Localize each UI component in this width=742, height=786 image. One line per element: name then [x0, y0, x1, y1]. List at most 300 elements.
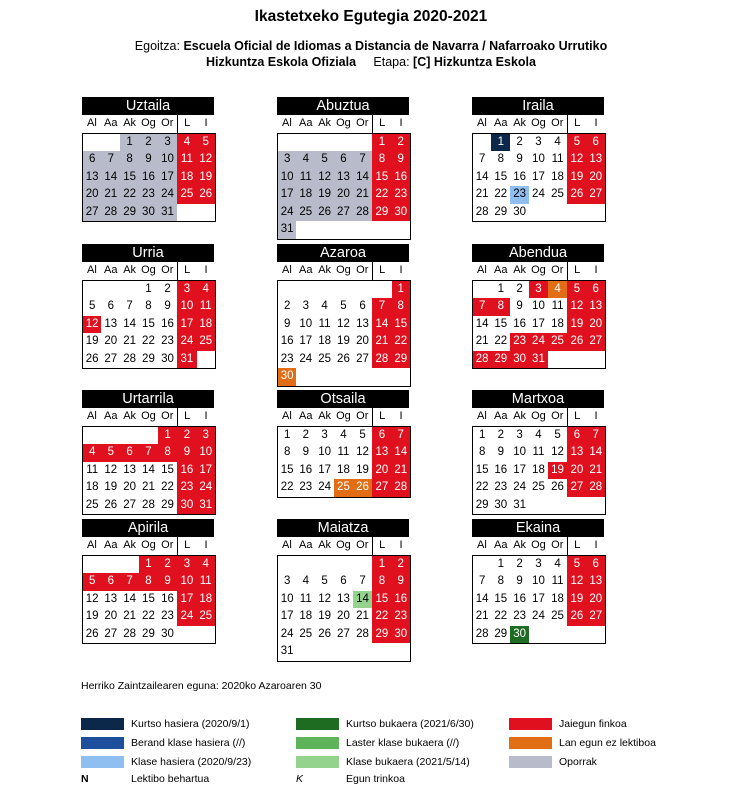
day-cell: 31	[278, 221, 297, 239]
day-cell: 20	[356, 335, 369, 347]
day-cell: 30	[491, 497, 510, 515]
day-cell: 16	[513, 317, 526, 330]
day-cell: 7	[101, 151, 120, 169]
legend-label: Lan egun ez lektiboa	[559, 737, 656, 749]
day-cell: 14	[353, 169, 372, 187]
day-cell: 10	[532, 300, 545, 312]
legend-label: Oporrak	[559, 756, 597, 768]
day-cell: 2	[278, 298, 297, 316]
day-cell: 10	[318, 446, 331, 458]
day-cell: 10	[158, 151, 177, 169]
local-holiday-note: Herriko Zaintzailearen eguna: 2020ko Azaroaren 30	[81, 680, 322, 692]
day-cell: 15	[278, 462, 297, 480]
day-cell: 20	[587, 316, 606, 334]
day-cell: 2	[139, 133, 158, 151]
weekday-header: L	[567, 408, 586, 426]
weekday-header: Og	[529, 408, 548, 426]
day-cell: 15	[142, 592, 155, 605]
day-cell: 31	[197, 497, 216, 515]
day-cell: 20	[567, 462, 586, 480]
legend-label: Egun trinkoa	[346, 773, 405, 785]
month-name: Urria	[82, 244, 214, 262]
day-cell: 17	[532, 170, 545, 183]
day-cell: 24	[532, 188, 545, 200]
weekday-header: L	[567, 537, 586, 555]
empty-cell	[334, 368, 353, 386]
day-cell: 16	[513, 592, 526, 605]
day-cell: 20	[104, 610, 118, 622]
day-cell: 24	[278, 204, 297, 222]
day-cell: 4	[554, 135, 561, 148]
day-cell: 1	[145, 282, 152, 295]
day-cell: 10	[177, 573, 196, 591]
day-cell: 14	[101, 169, 120, 187]
month-name: Apirila	[82, 519, 214, 537]
day-cell: 17	[513, 463, 526, 476]
day-cell: 17	[318, 463, 331, 476]
day-cell: 1	[120, 133, 139, 151]
day-cell: 9	[516, 153, 523, 165]
day-cell: 12	[104, 463, 118, 476]
day-cell: 13	[567, 444, 586, 462]
day-cell: 26	[551, 481, 564, 493]
day-cell: 24	[278, 626, 297, 644]
empty-cell	[567, 497, 586, 515]
weekday-header: Or	[158, 537, 177, 555]
weekday-header: I	[587, 115, 606, 133]
weekday-header: Aa	[296, 408, 315, 426]
weekday-header: L	[177, 408, 196, 426]
day-cell: 27	[587, 186, 606, 204]
day-cell: 20	[587, 169, 606, 187]
day-cell: 16	[513, 170, 526, 183]
month-grid	[82, 537, 216, 644]
day-cell: 21	[473, 333, 492, 351]
day-cell: 27	[101, 351, 120, 369]
day-cell: 22	[161, 481, 174, 493]
empty-cell	[334, 221, 353, 239]
empty-cell	[139, 426, 158, 444]
day-cell: 11	[337, 446, 350, 458]
day-cell: 10	[513, 446, 526, 458]
day-cell: 1	[392, 280, 411, 298]
day-cell: 29	[120, 204, 139, 222]
day-cell: 13	[587, 298, 606, 316]
weekday-header: Og	[334, 115, 353, 133]
weekday-header: L	[177, 115, 196, 133]
day-cell: 31	[529, 351, 548, 369]
day-cell: 14	[473, 316, 492, 334]
day-cell: 4	[548, 280, 567, 298]
day-cell: 31	[177, 351, 196, 369]
weekday-header: Or	[548, 115, 567, 133]
day-cell: 29	[372, 204, 391, 222]
day-cell: 24	[158, 186, 177, 204]
day-cell: 26	[318, 627, 331, 640]
day-cell: 5	[83, 573, 102, 591]
legend-label: Klase bukaera (2021/5/14)	[346, 756, 470, 768]
day-cell: 18	[83, 479, 102, 497]
weekday-header: Ak	[510, 537, 529, 555]
month-azaroa	[277, 244, 409, 387]
day-cell: 21	[123, 335, 136, 347]
empty-cell	[101, 555, 120, 573]
day-cell: 3	[158, 133, 177, 151]
weekday-header: Or	[548, 262, 567, 280]
day-cell: 4	[296, 151, 315, 169]
day-cell: 26	[567, 186, 586, 204]
day-cell: 29	[372, 626, 391, 644]
day-cell: 4	[197, 280, 216, 298]
day-cell: 13	[372, 444, 391, 462]
school-name-2: Hizkuntza Eskola Ofiziala	[206, 55, 357, 69]
day-cell: 6	[101, 573, 120, 591]
stage-label: Etapa:	[373, 55, 410, 69]
empty-cell	[392, 221, 411, 239]
day-cell: 12	[197, 151, 216, 169]
empty-cell	[353, 133, 372, 151]
day-cell: 15	[494, 170, 508, 183]
day-cell: 22	[473, 479, 492, 497]
day-cell: 5	[554, 428, 561, 441]
day-cell: 12	[567, 573, 586, 591]
day-cell: 6	[587, 133, 606, 151]
day-cell: 21	[473, 608, 492, 626]
month-grid	[82, 262, 216, 369]
day-cell: 19	[337, 335, 350, 347]
day-cell: 2	[177, 426, 196, 444]
day-cell: 4	[321, 300, 328, 312]
legend-symbol: K	[296, 773, 304, 785]
empty-cell	[473, 280, 492, 298]
day-cell: 26	[337, 352, 350, 365]
day-cell: 28	[353, 204, 372, 222]
day-cell: 1	[491, 133, 510, 151]
day-cell: 19	[548, 462, 567, 480]
weekday-header: Ak	[120, 408, 139, 426]
month-grid	[472, 262, 606, 369]
day-cell: 10	[278, 169, 297, 187]
day-cell: 8	[392, 298, 411, 316]
empty-cell	[587, 351, 606, 369]
legend-symbol: N	[81, 773, 89, 785]
empty-cell	[278, 280, 297, 298]
day-cell: 8	[497, 153, 504, 165]
day-cell: 27	[120, 497, 139, 515]
day-cell: 16	[494, 463, 508, 476]
empty-cell	[587, 497, 606, 515]
day-cell: 5	[101, 444, 120, 462]
day-cell: 4	[535, 428, 542, 441]
day-cell: 1	[497, 557, 504, 570]
day-cell: 19	[315, 186, 334, 204]
day-cell: 5	[321, 575, 328, 587]
weekday-header: I	[197, 408, 216, 426]
day-cell: 23	[510, 333, 529, 351]
empty-cell	[392, 368, 411, 386]
empty-cell	[296, 643, 315, 661]
day-cell: 9	[516, 575, 523, 587]
day-cell: 3	[278, 573, 297, 591]
day-cell: 9	[139, 151, 158, 169]
day-cell: 17	[278, 186, 297, 204]
day-cell: 18	[197, 591, 216, 609]
day-cell: 26	[353, 479, 372, 497]
empty-cell	[473, 555, 492, 573]
day-cell: 5	[567, 555, 586, 573]
day-cell: 10	[197, 444, 216, 462]
day-cell: 20	[372, 462, 391, 480]
empty-cell	[353, 280, 372, 298]
day-cell: 22	[372, 186, 391, 204]
day-cell: 18	[197, 316, 216, 334]
day-cell: 6	[372, 426, 391, 444]
weekday-header: Aa	[101, 408, 120, 426]
weekday-header: Aa	[491, 408, 510, 426]
empty-cell	[197, 626, 216, 644]
day-cell: 6	[587, 555, 606, 573]
weekday-header: Or	[353, 408, 372, 426]
day-cell: 29	[158, 497, 177, 515]
day-cell: 18	[318, 335, 331, 347]
day-cell: 16	[139, 169, 158, 187]
day-cell: 14	[473, 591, 492, 609]
day-cell: 9	[497, 446, 504, 458]
day-cell: 20	[587, 591, 606, 609]
day-cell: 12	[83, 591, 102, 609]
day-cell: 18	[296, 186, 315, 204]
day-cell: 5	[197, 133, 216, 151]
day-cell: 23	[161, 335, 174, 347]
day-cell: 25	[551, 188, 564, 200]
subtitle-line-1	[0, 39, 742, 53]
day-cell: 21	[142, 481, 155, 493]
day-cell: 15	[494, 317, 508, 330]
day-cell: 7	[392, 426, 411, 444]
empty-cell	[83, 426, 102, 444]
day-cell: 9	[177, 444, 196, 462]
day-cell: 21	[392, 462, 411, 480]
weekday-header: Aa	[296, 115, 315, 133]
legend-label: Berand klase hasiera (//)	[131, 737, 246, 749]
day-cell: 22	[142, 610, 155, 622]
day-cell: 8	[278, 444, 297, 462]
weekday-header: I	[392, 115, 411, 133]
day-cell: 9	[516, 300, 523, 312]
weekday-header: Or	[353, 537, 372, 555]
day-cell: 30	[510, 204, 529, 222]
weekday-header: L	[372, 537, 391, 555]
day-cell: 14	[473, 169, 492, 187]
day-cell: 28	[473, 626, 492, 644]
empty-cell	[353, 555, 372, 573]
weekday-header: Aa	[101, 115, 120, 133]
empty-cell	[529, 497, 548, 515]
day-cell: 26	[567, 608, 586, 626]
day-cell: 22	[120, 186, 139, 204]
day-cell: 27	[356, 352, 369, 365]
empty-cell	[529, 204, 548, 222]
weekday-header: Og	[529, 537, 548, 555]
day-cell: 30	[392, 626, 411, 644]
weekday-header: Al	[83, 262, 102, 280]
empty-cell	[548, 497, 567, 515]
day-cell: 11	[551, 300, 564, 312]
day-cell: 23	[296, 479, 315, 497]
month-abendua	[472, 244, 604, 369]
month-name: Otsaila	[277, 390, 409, 408]
empty-cell	[177, 204, 196, 222]
month-ekaina	[472, 519, 604, 644]
day-cell: 17	[158, 169, 177, 187]
weekday-header: I	[587, 408, 606, 426]
day-cell: 17	[278, 608, 297, 626]
weekday-header: Al	[278, 262, 297, 280]
day-cell: 8	[473, 444, 492, 462]
empty-cell	[120, 280, 139, 298]
day-cell: 18	[551, 170, 564, 183]
day-cell: 23	[392, 608, 411, 626]
day-cell: 19	[356, 463, 369, 476]
day-cell: 4	[302, 575, 309, 587]
day-cell: 3	[278, 151, 297, 169]
day-cell: 2	[158, 555, 177, 573]
month-grid	[82, 115, 216, 222]
month-martxoa	[472, 390, 604, 515]
day-cell: 8	[372, 573, 391, 591]
day-cell: 21	[101, 186, 120, 204]
weekday-header: L	[567, 115, 586, 133]
day-cell: 12	[83, 316, 102, 334]
day-cell: 22	[494, 335, 508, 347]
empty-cell	[548, 626, 567, 644]
weekday-header: Ak	[315, 537, 334, 555]
day-cell: 3	[516, 428, 523, 441]
empty-cell	[334, 280, 353, 298]
day-cell: 1	[497, 282, 504, 295]
month-uztaila	[82, 97, 214, 222]
day-cell: 29	[392, 351, 411, 369]
day-cell: 23	[510, 186, 529, 204]
day-cell: 29	[491, 204, 510, 222]
empty-cell	[372, 368, 391, 386]
day-cell: 13	[83, 169, 102, 187]
day-cell: 14	[123, 317, 136, 330]
empty-cell	[372, 643, 391, 661]
legend-swatch	[509, 756, 552, 768]
month-name: Azaroa	[277, 244, 409, 262]
day-cell: 10	[299, 317, 313, 330]
empty-cell	[101, 280, 120, 298]
day-cell: 27	[567, 479, 586, 497]
empty-cell	[334, 643, 353, 661]
weekday-header: Or	[353, 262, 372, 280]
weekday-header: Al	[278, 537, 297, 555]
day-cell: 1	[278, 426, 297, 444]
day-cell: 7	[473, 298, 492, 316]
day-cell: 27	[372, 479, 391, 497]
day-cell: 5	[315, 151, 334, 169]
weekday-header: Og	[529, 115, 548, 133]
weekday-header: Al	[83, 408, 102, 426]
day-cell: 20	[334, 186, 353, 204]
day-cell: 9	[392, 151, 411, 169]
day-cell: 2	[164, 282, 171, 295]
day-cell: 2	[516, 282, 523, 295]
weekday-header: Or	[353, 115, 372, 133]
empty-cell	[120, 555, 139, 573]
weekday-header: Og	[139, 262, 158, 280]
day-cell: 12	[337, 317, 350, 330]
day-cell: 7	[473, 573, 492, 591]
day-cell: 24	[197, 479, 216, 497]
empty-cell	[353, 643, 372, 661]
weekday-header: Or	[548, 408, 567, 426]
day-cell: 14	[123, 592, 136, 605]
day-cell: 25	[83, 497, 102, 515]
weekday-header: Ak	[120, 537, 139, 555]
legend-label: Klase hasiera (2020/9/23)	[131, 756, 252, 768]
day-cell: 28	[473, 351, 492, 369]
legend-label: Laster klase bukaera (//)	[346, 737, 460, 749]
day-cell: 7	[139, 444, 158, 462]
empty-cell	[315, 133, 334, 151]
day-cell: 16	[161, 317, 174, 330]
day-cell: 24	[529, 333, 548, 351]
legend-swatch	[296, 756, 339, 768]
day-cell: 2	[302, 428, 309, 441]
day-cell: 19	[83, 608, 102, 626]
day-cell: 15	[392, 316, 411, 334]
day-cell: 24	[177, 608, 196, 626]
day-cell: 23	[513, 610, 526, 622]
day-cell: 8	[145, 300, 152, 312]
day-cell: 21	[473, 186, 492, 204]
legend-swatch	[81, 718, 124, 730]
day-cell: 4	[83, 444, 102, 462]
day-cell: 11	[551, 153, 564, 165]
day-cell: 10	[532, 575, 545, 587]
day-cell: 11	[197, 298, 216, 316]
day-cell: 25	[177, 186, 196, 204]
weekday-header: Ak	[315, 408, 334, 426]
day-cell: 12	[567, 298, 586, 316]
weekday-header: I	[197, 262, 216, 280]
day-cell: 20	[83, 186, 102, 204]
day-cell: 25	[197, 608, 216, 626]
month-name: Urtarrila	[82, 390, 214, 408]
weekday-header: L	[372, 408, 391, 426]
day-cell: 15	[372, 591, 391, 609]
day-cell: 11	[318, 317, 331, 330]
day-cell: 2	[516, 557, 523, 570]
weekday-header: I	[392, 262, 411, 280]
weekday-header: Ak	[510, 262, 529, 280]
empty-cell	[392, 643, 411, 661]
day-cell: 11	[197, 573, 216, 591]
day-cell: 17	[197, 462, 216, 480]
day-cell: 25	[296, 204, 315, 222]
month-name: Ekaina	[472, 519, 604, 537]
weekday-header: I	[197, 537, 216, 555]
day-cell: 16	[392, 169, 411, 187]
day-cell: 18	[177, 169, 196, 187]
day-cell: 6	[107, 300, 114, 312]
day-cell: 19	[104, 481, 118, 493]
weekday-header: I	[587, 537, 606, 555]
day-cell: 22	[494, 188, 508, 200]
day-cell: 3	[177, 555, 196, 573]
